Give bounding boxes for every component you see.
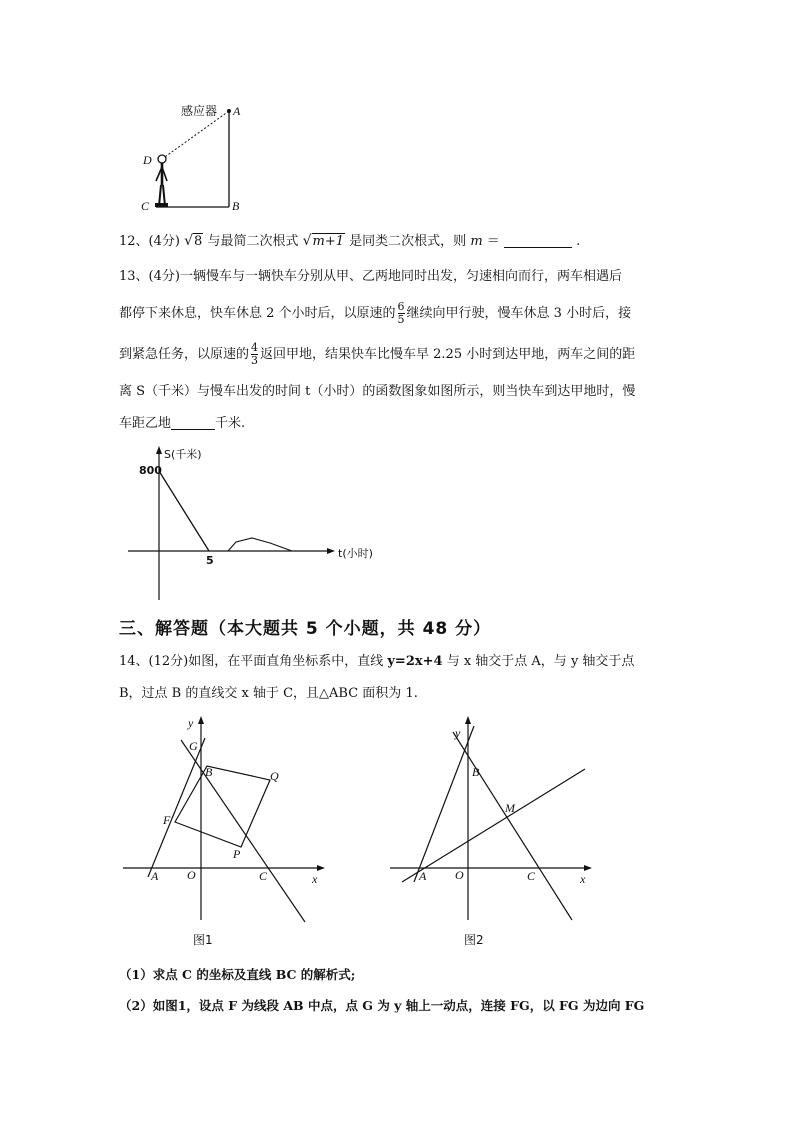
graph13-segment-2 [228,538,292,551]
section-3-title: 三、解答题（本大题共 5 个小题，共 48 分） [119,619,492,639]
q13-answer-blank[interactable] [171,415,215,430]
label-C-sensor: C [141,199,150,213]
label-D-sensor: D [143,153,152,167]
graph13-y-label: S(千米) [164,448,202,461]
graph13-x-tick-5: 5 [206,554,214,567]
fig2-label-A: A [419,869,427,883]
q13-line4: 离 S（千米）与慢车出发的时间 t（小时）的函数图象如图所示，则当快车到达甲地时，慢 [119,384,636,399]
q12-var-m: m [470,234,483,249]
graph13-x-label: t(小时) [338,547,373,560]
sensor-point [227,109,231,113]
q12-tail: . [576,234,581,249]
fig2-label-M: M [505,801,515,815]
fig1-label-B: B [205,765,213,779]
q14-line2: B，过点 B 的直线交 x 轴于 C，且△ABC 面积为 1. [119,686,418,701]
graph13-y-arrow [156,446,162,454]
fig1-label-C: C [259,869,268,883]
q12-answer-blank[interactable] [504,233,572,248]
fig2-label-C: C [527,869,536,883]
fig2-y-arrow [465,716,471,724]
fig1-label-O: O [187,868,196,882]
q13-line5: 车距乙地 千米. [119,416,246,431]
sqrt-8: √8 [184,233,203,249]
q14-sub1: （1）求点 C 的坐标及直线 BC 的解析式; [119,967,356,982]
q12-eq: ＝ [486,234,500,249]
sqrt-m-plus-1: √m+1 [302,233,345,249]
fig1-x-arrow [317,865,325,871]
question-12 [119,231,580,252]
fig2-label-y: y [455,726,461,740]
fig1-y-arrow [198,716,204,724]
fig1-label-A: A [151,869,159,883]
graph13-x-arrow [327,548,335,554]
fig2-line-BC [453,732,572,920]
label-B-sensor: B [232,199,240,213]
q12-text-a: 与最简二次根式 [207,234,299,249]
fig1-label-P: P [233,847,241,861]
q13-line2: 都停下来休息，快车休息 2 个小时后，以原速的 $\frac{6}{5}$ 继续向甲行驶，慢车休息 3 小时后，接 [119,300,632,326]
q13-line1: 13、(4分)一辆慢车与一辆快车分别从甲、乙两地同时出发，匀速相向而行，两车相遇后 [119,269,622,284]
fraction-4-3: $\frac{4}{3}$ [251,341,259,367]
q14-equation: y=2x+4 [387,654,443,669]
fig2-label-x: x [580,872,586,886]
fig2-label-B: B [472,765,480,779]
fig2-line-AM [402,769,585,882]
person-icon [155,155,168,207]
graph13-segment-1 [159,471,209,551]
fig2-line-AB [414,726,474,882]
fig1-label-G: G [189,739,198,753]
q14-sub2: （2）如图1，设点 F 为线段 AB 中点，点 G 为 y 轴上一动点，连接 FG，以 FG 为边向 FG [119,998,645,1013]
fig1-square-FGQP [175,766,270,847]
figure-2 [380,712,600,927]
fig1-label-y: y [188,716,194,730]
fig2-caption: 图2 [464,933,484,947]
sensor-label: 感应器 [181,104,218,118]
q13-line3: 到紧急任务，以原速的 $\frac{4}{3}$ 返回甲地，结果快车比慢车早 2.25 小时到达甲地，两车之间的距 [119,341,636,367]
fig2-label-O: O [455,868,464,882]
graph13-y-tick-800: 800 [139,464,162,477]
fig2-x-arrow [584,865,592,871]
q12-text-b: 是同类二次根式，则 [349,234,467,249]
fig1-label-x: x [312,872,318,886]
fig1-caption: 图1 [193,933,213,947]
q14-line1: 14、(12分)如图，在平面直角坐标系中，直线 y=2x+4 与 x 轴交于点 A，与 y 轴交于点 [119,654,635,669]
fraction-6-5: $\frac{6}{5}$ [397,300,405,326]
q12-number: 12、(4分) [119,234,180,249]
fig1-line-AB [148,738,205,877]
figure-1 [115,712,335,927]
fig1-label-Q: Q [270,769,279,783]
fig1-label-F: F [163,813,171,827]
label-A-sensor: A [233,104,241,118]
